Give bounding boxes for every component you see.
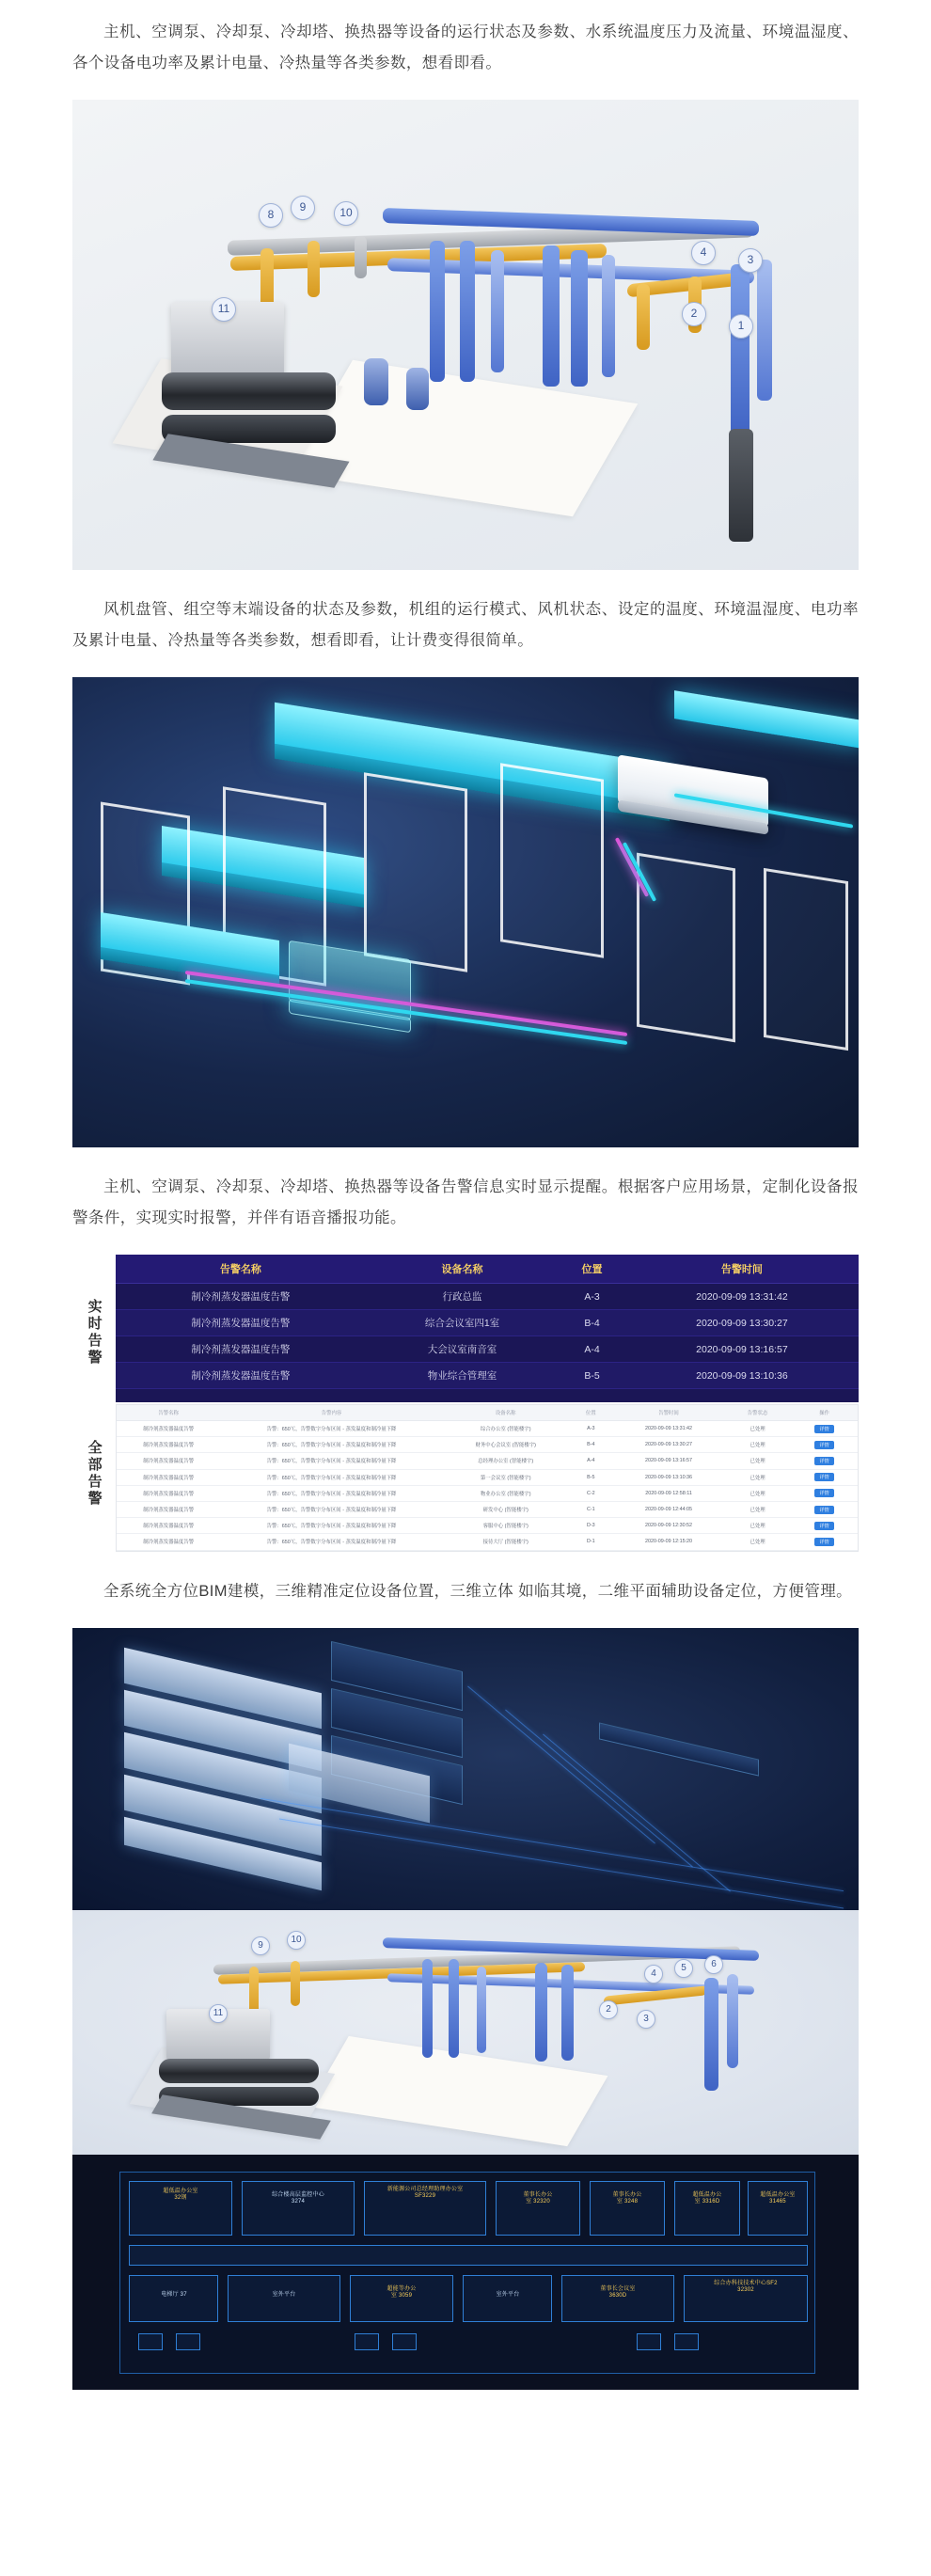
equipment-tag-4: 4: [691, 241, 716, 265]
equipment-tag-2: 2: [682, 302, 706, 326]
figure-chiller-plant-3d: [72, 100, 859, 570]
cell-alarm-time: 2020-09-09 13:16:57: [613, 1453, 724, 1469]
cell-device-name: 物业综合管理室: [366, 1363, 559, 1389]
cell-alarm-time: 2020-09-09 13:10:36: [625, 1363, 859, 1389]
cell-action: [791, 1437, 858, 1453]
col-device-name: 设备名称: [366, 1255, 559, 1284]
equipment-tag-3: 3: [637, 2010, 655, 2029]
detail-button[interactable]: 详情: [814, 1522, 833, 1530]
cell-alarm-status: 已处理: [724, 1453, 791, 1469]
table-row: [117, 1469, 858, 1485]
realtime-alarm-table: [116, 1255, 859, 1389]
equipment-tag-4: 4: [644, 1965, 663, 1983]
paragraph-3: 主机、空调泵、冷却泵、冷却塔、换热器等设备告警信息实时显示提醒。根据客户应用场景，定制化设备报警条件，实现实时报警，并伴有语音播报功能。: [72, 1178, 859, 1226]
cell-device-name: 大会议室南音室: [366, 1336, 559, 1363]
cell-alarm-name: 制冷剂蒸发器温度告警: [117, 1501, 220, 1517]
cell-device-name: 财务中心会议室 (智能楼宇): [443, 1437, 569, 1453]
cell-alarm-time: 2020-09-09 12:44:05: [613, 1501, 724, 1517]
col-action: 操作: [791, 1405, 858, 1421]
equipment-tag-3: 3: [738, 248, 763, 273]
detail-button[interactable]: 详情: [814, 1473, 833, 1481]
bim-floor-plan-2d: [72, 2155, 859, 2390]
cell-alarm-time: 2020-09-09 13:10:36: [613, 1469, 724, 1485]
table-row: [117, 1518, 858, 1534]
cell-device-name: 研发中心 (智能楼宇): [443, 1501, 569, 1517]
cell-alarm-name: 制冷剂蒸发器温度告警: [116, 1284, 366, 1310]
col-location: 位置: [559, 1255, 625, 1284]
all-alarm-table-panel: [116, 1404, 859, 1552]
col-alarm-content: 告警内容: [220, 1405, 442, 1421]
equipment-tag-10: 10: [287, 1931, 306, 1950]
plan-label-1: 综合楼高层监控中心 3274: [272, 2191, 324, 2205]
equipment-tag-6: 6: [704, 1955, 723, 1974]
equipment-tag-11: 11: [209, 2004, 228, 2023]
col-alarm-time: 告警时间: [625, 1255, 859, 1284]
cell-alarm-content: 告警：650℃，告警数字分布区间 - 蒸发温度和制冷量下降: [220, 1469, 442, 1485]
cell-alarm-name: 制冷剂蒸发器温度告警: [117, 1421, 220, 1437]
cell-alarm-content: 告警：650℃，告警数字分布区间 - 蒸发温度和制冷量下降: [220, 1501, 442, 1517]
equipment-tag-9: 9: [291, 196, 315, 220]
detail-button[interactable]: 详情: [814, 1538, 833, 1546]
cell-alarm-name: 制冷剂蒸发器温度告警: [116, 1310, 366, 1336]
cell-alarm-content: 告警：650℃，告警数字分布区间 - 蒸发温度和制冷量下降: [220, 1518, 442, 1534]
cell-location: A-4: [559, 1336, 625, 1363]
plan-label-8: 室外平台: [272, 2291, 296, 2298]
equipment-tag-9: 9: [251, 1936, 270, 1955]
figure-alarm-tables: [72, 1255, 859, 1552]
figure-duct-terminal-3d: [72, 677, 859, 1147]
table-row: [117, 1421, 858, 1437]
cell-location: A-3: [559, 1284, 625, 1310]
plan-label-3: 董事长办公 室 32320: [523, 2191, 553, 2205]
cell-alarm-name: 制冷剂蒸发器温度告警: [117, 1437, 220, 1453]
cell-device-name: 综合会议室四1室: [366, 1310, 559, 1336]
cell-alarm-content: 告警：650℃，告警数字分布区间 - 蒸发温度和制冷量下降: [220, 1421, 442, 1437]
cell-alarm-time: 2020-09-09 12:58:11: [613, 1485, 724, 1501]
plan-label-5: 超低温办公 室 3316D: [692, 2191, 722, 2205]
all-alarm-table: [117, 1405, 858, 1551]
cell-alarm-time: 2020-09-09 12:15:20: [613, 1534, 724, 1550]
cell-location: A-4: [569, 1453, 613, 1469]
cell-location: B-4: [569, 1437, 613, 1453]
figure-bim-group: [72, 1628, 859, 2390]
cell-device-name: 综合办公室 (智能楼宇): [443, 1421, 569, 1437]
label-all-alarm: 全部告警: [86, 1439, 103, 1508]
plan-label-9: 超能等办公 室 3059: [387, 2285, 417, 2299]
cell-location: B-4: [559, 1310, 625, 1336]
detail-button[interactable]: 详情: [814, 1425, 833, 1433]
col-device-name: 设备名称: [443, 1405, 569, 1421]
cell-alarm-status: 已处理: [724, 1534, 791, 1550]
detail-button[interactable]: 详情: [814, 1457, 833, 1465]
cell-action: [791, 1485, 858, 1501]
cell-alarm-time: 2020-09-09 13:16:57: [625, 1336, 859, 1363]
cell-alarm-name: 制冷剂蒸发器温度告警: [117, 1518, 220, 1534]
cell-alarm-time: 2020-09-09 13:31:42: [613, 1421, 724, 1437]
cell-device-name: 总经理办公室 (智能楼宇): [443, 1453, 569, 1469]
detail-button[interactable]: 详情: [814, 1506, 833, 1514]
detail-button[interactable]: 详情: [814, 1489, 833, 1497]
cell-alarm-content: 告警：650℃，告警数字分布区间 - 蒸发温度和制冷量下降: [220, 1485, 442, 1501]
alarm-side-labels: [72, 1255, 116, 1552]
paragraph-1: 主机、空调泵、冷却泵、冷却塔、换热器等设备的运行状态及参数、水系统温度压力及流量、环境温湿度、各个设备电功率及累计电量、冷热量等各类参数，想看即看。: [72, 24, 859, 71]
cell-alarm-status: 已处理: [724, 1518, 791, 1534]
cell-alarm-content: 告警：650℃，告警数字分布区间 - 蒸发温度和制冷量下降: [220, 1534, 442, 1550]
bim-chiller-plant-3d: [72, 1910, 859, 2155]
cell-alarm-time: 2020-09-09 13:31:42: [625, 1284, 859, 1310]
cell-alarm-time: 2020-09-09 13:30:27: [613, 1437, 724, 1453]
table-row: [117, 1501, 858, 1517]
cell-alarm-name: 制冷剂蒸发器温度告警: [117, 1453, 220, 1469]
cell-alarm-content: 告警：650℃，告警数字分布区间 - 蒸发温度和制冷量下降: [220, 1453, 442, 1469]
cell-device-name: 行政总监: [366, 1284, 559, 1310]
plan-label-4: 董事长办公 室 3248: [612, 2191, 642, 2205]
cell-alarm-content: 告警：650℃，告警数字分布区间 - 蒸发温度和制冷量下降: [220, 1437, 442, 1453]
col-alarm-name: 告警名称: [116, 1255, 366, 1284]
cell-device-name: 第一会议室 (智能楼宇): [443, 1469, 569, 1485]
cell-action: [791, 1534, 858, 1550]
cell-alarm-name: 制冷剂蒸发器温度告警: [117, 1469, 220, 1485]
table-row: [117, 1453, 858, 1469]
cell-action: [791, 1469, 858, 1485]
table-row: [116, 1363, 859, 1389]
cell-action: [791, 1453, 858, 1469]
detail-button[interactable]: 详情: [814, 1441, 833, 1449]
plan-label-7: 电梯厅 37: [161, 2291, 187, 2298]
table-row: [117, 1485, 858, 1501]
table-row: [117, 1437, 858, 1453]
col-alarm-time: 告警时间: [613, 1405, 724, 1421]
cell-alarm-status: 已处理: [724, 1421, 791, 1437]
cell-location: A-3: [569, 1421, 613, 1437]
cell-location: D-3: [569, 1518, 613, 1534]
cell-alarm-name: 制冷剂蒸发器温度告警: [117, 1485, 220, 1501]
cell-alarm-status: 已处理: [724, 1501, 791, 1517]
table-header-row: [116, 1255, 859, 1284]
equipment-tag-8: 8: [259, 203, 283, 228]
cell-action: [791, 1501, 858, 1517]
cell-action: [791, 1518, 858, 1534]
equipment-tag-1: 1: [729, 314, 753, 339]
cell-device-name: 接待大厅 (智能楼宇): [443, 1534, 569, 1550]
cell-location: C-2: [569, 1485, 613, 1501]
equipment-tag-5: 5: [674, 1959, 693, 1978]
table-clipped-edge: [116, 1389, 859, 1402]
plan-label-12: 综合办科技技术中心SF2 32302: [714, 2280, 778, 2293]
col-location: 位置: [569, 1405, 613, 1421]
cell-alarm-time: 2020-09-09 13:30:27: [625, 1310, 859, 1336]
plan-label-2: 新能源公司总经理助理办公室 SF3229: [387, 2186, 464, 2199]
cell-alarm-status: 已处理: [724, 1437, 791, 1453]
cell-location: B-5: [559, 1363, 625, 1389]
plan-label-10: 室外平台: [496, 2291, 520, 2298]
cell-alarm-name: 制冷剂蒸发器温度告警: [117, 1534, 220, 1550]
cell-action: [791, 1421, 858, 1437]
col-alarm-name: 告警名称: [117, 1405, 220, 1421]
table-row: [117, 1534, 858, 1550]
cell-alarm-name: 制冷剂蒸发器温度告警: [116, 1363, 366, 1389]
cell-location: C-1: [569, 1501, 613, 1517]
cell-device-name: 物业办公室 (智能楼宇): [443, 1485, 569, 1501]
plan-label-0: 超低温办公室 32钢: [163, 2188, 198, 2201]
plan-label-11: 董事长会议室 3630D: [600, 2285, 636, 2299]
table-row: [116, 1310, 859, 1336]
cell-location: B-5: [569, 1469, 613, 1485]
equipment-tag-2: 2: [599, 2000, 618, 2019]
table-row: [116, 1336, 859, 1363]
cell-device-name: 客服中心 (智能楼宇): [443, 1518, 569, 1534]
equipment-tag-10: 10: [334, 201, 358, 226]
paragraph-2: 风机盘管、组空等末端设备的状态及参数，机组的运行模式、风机状态、设定的温度、环境温湿度、电功率及累计电量、冷热量等各类参数，想看即看，让计费变得很简单。: [72, 601, 859, 649]
table-header-row: [117, 1405, 858, 1421]
bim-building-3d: [72, 1628, 859, 1910]
col-alarm-status: 告警状态: [724, 1405, 791, 1421]
table-row: [116, 1284, 859, 1310]
equipment-tag-11: 11: [212, 297, 236, 322]
cell-alarm-status: 已处理: [724, 1469, 791, 1485]
cell-alarm-name: 制冷剂蒸发器温度告警: [116, 1336, 366, 1363]
label-realtime-alarm: 实时告警: [86, 1298, 103, 1367]
plan-label-6: 超低温办公室 31465: [760, 2191, 796, 2205]
cell-alarm-status: 已处理: [724, 1485, 791, 1501]
cell-location: D-1: [569, 1534, 613, 1550]
cell-alarm-time: 2020-09-09 12:30:52: [613, 1518, 724, 1534]
paragraph-4: 全系统全方位BIM建模，三维精准定位设备位置，三维立体 如临其境，二维平面辅助设备定位，方便管理。: [103, 1582, 853, 1600]
